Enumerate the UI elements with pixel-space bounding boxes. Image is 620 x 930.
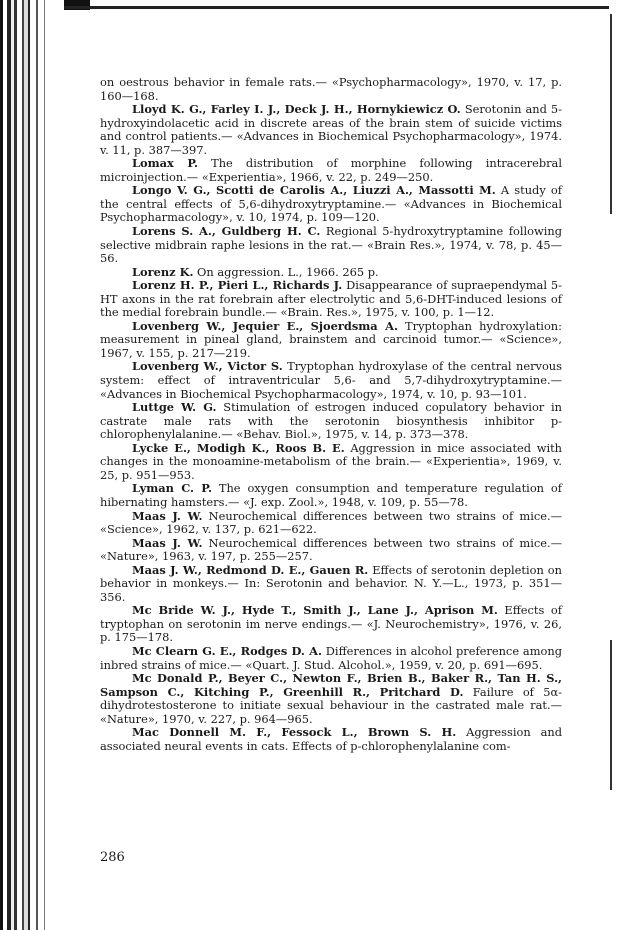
entry-authors: Lycke E., Modigh K., Roos B. E. — [132, 440, 345, 455]
bib-entry: Lloyd K. G., Farley I. J., Deck J. H., Hornykiewicz O. Serotonin and 5-hydroxyindolacetic acid in discrete areas of the brain stem of suicide victims and control patients.— «Advances in Biochemical Psychopharmacology», 1974. v. 11, p. 387—397. — [100, 102, 562, 157]
bib-entry: Luttge W. G. Stimulation of estrogen induced copulatory behavior in castrate male rats with the serotonin biosynthesis inhibitor p-chlorophenylalanine.— «Behav. Biol.», 1975, v. 14, p. 373—378. — [100, 400, 562, 442]
entry-authors: Lovenberg W., Victor S. — [132, 359, 283, 374]
book-spine-shadow — [0, 0, 62, 930]
bib-entry: Lovenberg W., Victor S. Tryptophan hydroxylase of the central nervous system: effect of intraventricular 5,6- and 5,7-dihydroxytryptamine.— «Advances in Biochemical Psychopharmacology», 1974, v. 10, p. 93—101. — [100, 359, 562, 401]
entry-authors: Mc Clearn G. E., Rodges D. A. — [132, 643, 322, 658]
entry-authors: Mac Donnell M. F., Fessock L., Brown S. H. — [132, 725, 457, 740]
bib-entry: Lorens S. A., Guldberg H. C. Regional 5-hydroxytryptamine following selective midbrain raphe lesions in the rat.— «Brain Res.», 1974, v. 78, p. 45—56. — [100, 224, 562, 266]
bib-entry: Lorenz K. On aggression. L., 1966. 265 p. — [100, 266, 562, 280]
entry-authors: Lorenz K. — [132, 264, 194, 279]
entry-authors: Lloyd K. G., Farley I. J., Deck J. H., Hornykiewicz O. — [132, 102, 461, 117]
bib-entry: Maas J. W. Neurochemical differences between two strains of mice.— «Nature», 1963, v. 197, p. 255—257. — [100, 535, 562, 564]
bib-entry: Lovenberg W., Jequier E., Sjoerdsma A. Tryptophan hydroxylation: measurement in pineal gland, brainstem and carcinoid tumor.— «Science», 1967, v. 155, p. 217—219. — [100, 318, 562, 360]
entry-authors: Maas J. W. — [132, 535, 203, 550]
bib-entry: Lyman C. P. The oxygen consumption and temperature regulation of hibernating hamsters.— «J. exp. Zool.», 1948, v. 109, p. 55—78. — [100, 481, 562, 509]
entry-authors: Longo V. G., Scotti de Carolis A., Liuzzi A., Massotti M. — [132, 183, 496, 198]
bibliography-text — [100, 76, 562, 753]
entry-authors: Lyman C. P. — [132, 481, 212, 496]
bib-entry: Mc Donald P., Beyer C., Newton F., Brien B., Baker R., Tan H. S., Sampson C., Kitching P., Greenhill R., Pritchard D. Failure of 5α-dihydrotestosterone to initiate sexual behaviour in the castrated male rat.— «Nature», 1970, v. 227, p. 964—965. — [100, 671, 562, 726]
page-number: 286 — [100, 850, 125, 865]
entry-authors: Lorenz H. P., Pieri L., Richards J. — [132, 278, 343, 293]
entry-authors: Luttge W. G. — [132, 400, 217, 415]
entry-authors: Lomax P. — [132, 156, 198, 171]
bib-entry: Mc Bride W. J., Hyde T., Smith J., Lane J., Aprison M. Effects of tryptophan on serotonin im nerve endings.— «J. Neurochemistry», 1976, v. 26, p. 175—178. — [100, 603, 562, 645]
bib-entry: Lycke E., Modigh K., Roos B. E. Aggression in mice associated with changes in the monoamine-metabolism of the brain.— «Experientia», 1969, v. 25, p. 951—953. — [100, 440, 562, 482]
bib-entry: Maas J. W. Neurochemical differences between two strains of mice.— «Science», 1962, v. 137, p. 621—622. — [100, 508, 562, 537]
bib-entry: Maas J. W., Redmond D. E., Gauen R. Effects of serotonin depletion on behavior in monkeys.— In: Serotonin and behavior. N. Y.—L., 1973, p. 351—356. — [100, 562, 562, 604]
bib-entry: Lorenz H. P., Pieri L., Richards J. Disappearance of supraependymal 5-HT axons in the rat forebrain after electrolytic and 5,6-DHT-induced lesions of the medial forebrain bundle.— «Brain. Res.», 1975, v. 100, p. 1—12. — [100, 278, 562, 320]
right-edge-rule-lower — [610, 640, 612, 790]
bib-entry: Mc Clearn G. E., Rodges D. A. Differences in alcohol preference among inbred strains of mice.— «Quart. J. Stud. Alcohol.», 1959, v. 20, p. 691—695. — [100, 643, 562, 672]
entry-authors: Lorens S. A., Guldberg H. C. — [132, 224, 321, 239]
entry-authors: Maas J. W. — [132, 508, 203, 523]
right-edge-rule — [610, 14, 612, 214]
bib-entry: Lomax P. The distribution of morphine following intracerebral microinjection.— «Experientia», 1966, v. 22, p. 249—250. — [100, 156, 562, 184]
top-edge-rule — [64, 6, 609, 9]
bib-entry: Mac Donnell M. F., Fessock L., Brown S. H. Aggression and associated neural events in cats. Effects of p-chlorophenylalanine com- — [100, 725, 562, 753]
entry-authors: Lovenberg W., Jequier E., Sjoerdsma A. — [132, 318, 398, 333]
entry-authors: Mc Bride W. J., Hyde T., Smith J., Lane J., Aprison M. — [132, 603, 498, 618]
bib-entry: on oestrous behavior in female rats.— «Psychopharmacology», 1970, v. 17, p. 160—168. — [100, 75, 562, 103]
entry-authors: Mc Donald P., Beyer C., Newton F., Brien B., Baker R., Tan H. S., Sampson C., Kitching P., Greenhill R., Pritchard D. — [100, 671, 562, 699]
entry-authors: Maas J. W., Redmond D. E., Gauen R. — [132, 562, 369, 577]
bib-entry: Longo V. G., Scotti de Carolis A., Liuzzi A., Massotti M. A study of the central effects of 5,6-dihydroxytryptamine.— «Advances in Biochemical Psychopharmacology», v. 10, 1974, p. 109—120. — [100, 183, 562, 225]
